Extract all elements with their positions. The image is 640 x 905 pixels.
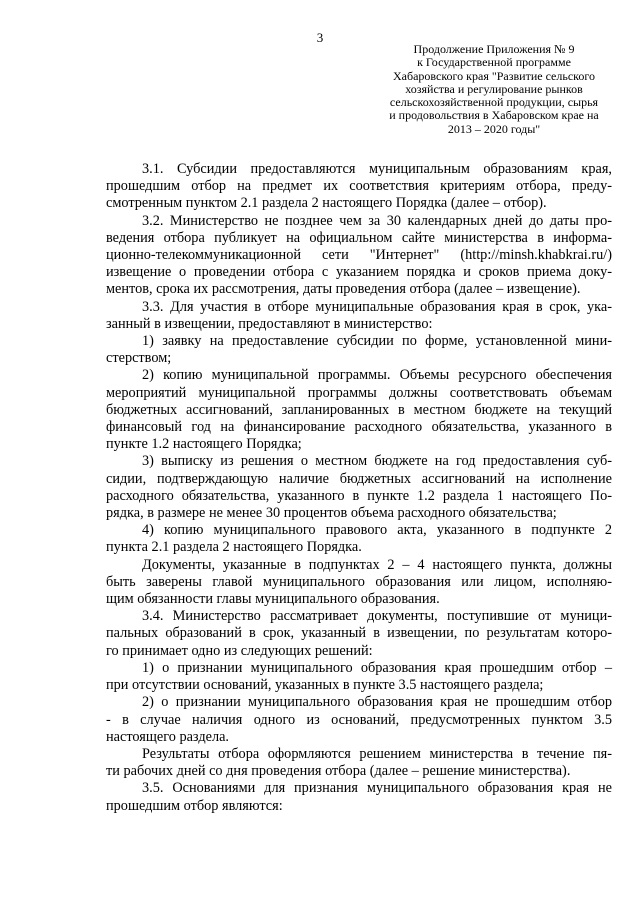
paragraph — [106, 557, 612, 609]
paragraph — [106, 161, 612, 213]
text-line: ментов, срока их рассмотрения, даты проведения отбора (далее – извещение). — [106, 281, 581, 298]
paragraph — [106, 608, 612, 660]
text-line: щим обязанности главы муниципального образования. — [106, 591, 440, 608]
text-line: ционно-телекоммуникационной сети "Интернет" (http://minsh.khabkrai.ru/) — [106, 247, 612, 264]
text-line: ти рабочих дней со дня проведения отбора (далее – решение министерства). — [106, 763, 571, 780]
appendix-header — [376, 43, 612, 136]
document-body — [106, 161, 612, 815]
header-line: Продолжение Приложения № 9 — [413, 42, 575, 56]
text-line: 3.3. Для участия в отборе муниципальные образования края в срок, ука- — [142, 298, 612, 315]
text-line: рядка, в размере не менее 30 процентов объема расходного обязательства; — [106, 505, 557, 522]
text-line: сидии, подтверждающую наличие бюджетных ассигнований на исполнение — [106, 470, 612, 487]
text-line: занный в извещении, предоставляют в министерство: — [106, 315, 433, 332]
header-line: сельскохозяйственной продукции, сырья — [389, 95, 599, 110]
text-line: 1) о признании муниципального образования края прошедшим отбор – — [142, 659, 612, 676]
text-line: прошедшим отбор на предмет их соответствия критериям отбора, преду- — [106, 178, 612, 195]
text-line: пальных образований в срок, указанный в извещении, по результатам которо- — [106, 625, 612, 642]
paragraph — [106, 780, 612, 814]
text-line: стерством; — [106, 350, 172, 367]
paragraph — [106, 746, 612, 780]
paragraph — [106, 660, 612, 694]
paragraph — [106, 367, 612, 453]
paragraph — [106, 299, 612, 333]
text-line: быть заверены главой муниципального образования или лицом, исполняю- — [106, 573, 612, 590]
text-line: Документы, указанные в подпунктах 2 – 4 настоящего пункта, должны — [142, 556, 612, 573]
text-line: прошедшим отбор являются: — [106, 797, 283, 814]
text-line: - в случае наличия одного из оснований, предусмотренных пунктом 3.5 — [106, 711, 612, 728]
header-line: Хабаровского края "Развитие сельского — [392, 68, 595, 83]
text-line: 3) выписку из решения о местном бюджете на год предоставления суб- — [142, 453, 612, 470]
text-line: пункта 2.1 раздела 2 настоящего Порядка. — [106, 539, 362, 556]
text-line: извещение о проведении отбора с указанием порядка и сроков приема доку- — [106, 264, 612, 281]
header-line: хозяйства и регулирование рынков — [405, 81, 583, 96]
text-line: мероприятий муниципальной программы должны соответствовать объемам — [106, 384, 612, 401]
page-number: 3 — [316, 30, 324, 45]
text-line: 3.4. Министерство рассматривает документы, поступившие от муници- — [142, 608, 612, 625]
text-line: 4) копию муниципального правового акта, указанного в подпункте 2 — [142, 522, 612, 539]
text-line: настоящего раздела. — [106, 728, 229, 745]
header-line: и продовольствия в Хабаровском крае на — [389, 108, 599, 123]
paragraph — [106, 522, 612, 556]
text-line: 3.5. Основаниями для признания муниципального образования края не — [142, 780, 612, 797]
text-line: Результаты отбора оформляются решением министерства в течение пя- — [142, 745, 612, 762]
text-line: 3.1. Субсидии предоставляются муниципальным образованиям края, — [142, 161, 612, 177]
text-line: 2) копию муниципальной программы. Объемы ресурсного обеспечения — [142, 367, 612, 384]
text-line: пункте 1.2 настоящего Порядка; — [106, 436, 302, 453]
paragraph — [106, 333, 612, 367]
paragraph — [106, 213, 612, 299]
text-line: го принимает одно из следующих решений: — [106, 642, 373, 659]
header-line: к Государственной программе — [417, 55, 571, 70]
text-line: ведения отбора публикует на официальном сайте министерства в информа- — [106, 229, 612, 246]
text-line: 3.2. Министерство не позднее чем за 30 календарных дней до даты про- — [142, 212, 612, 229]
text-line: 1) заявку на предоставление субсидии по форме, установленной мини- — [142, 333, 612, 350]
paragraph — [106, 694, 612, 746]
text-line: при отсутствии оснований, указанных в пункте 3.5 настоящего раздела; — [106, 677, 544, 694]
header-line: 2013 – 2020 годы" — [447, 121, 541, 136]
text-line: расходного обязательства, указанного в пункте 1.2 раздела 1 настоящего По- — [106, 487, 612, 504]
text-line: бюджетных ассигнований, запланированных в местном бюджете на текущий — [106, 401, 612, 418]
paragraph — [106, 453, 612, 522]
text-line: финансовый год на финансирование расходного обязательства, указанного в — [106, 419, 612, 436]
text-line: смотренным пунктом 2.1 раздела 2 настоящего Порядка (далее – отбор). — [106, 195, 547, 212]
text-line: 2) о признании муниципального образования края не прошедшим отбор — [142, 694, 612, 711]
